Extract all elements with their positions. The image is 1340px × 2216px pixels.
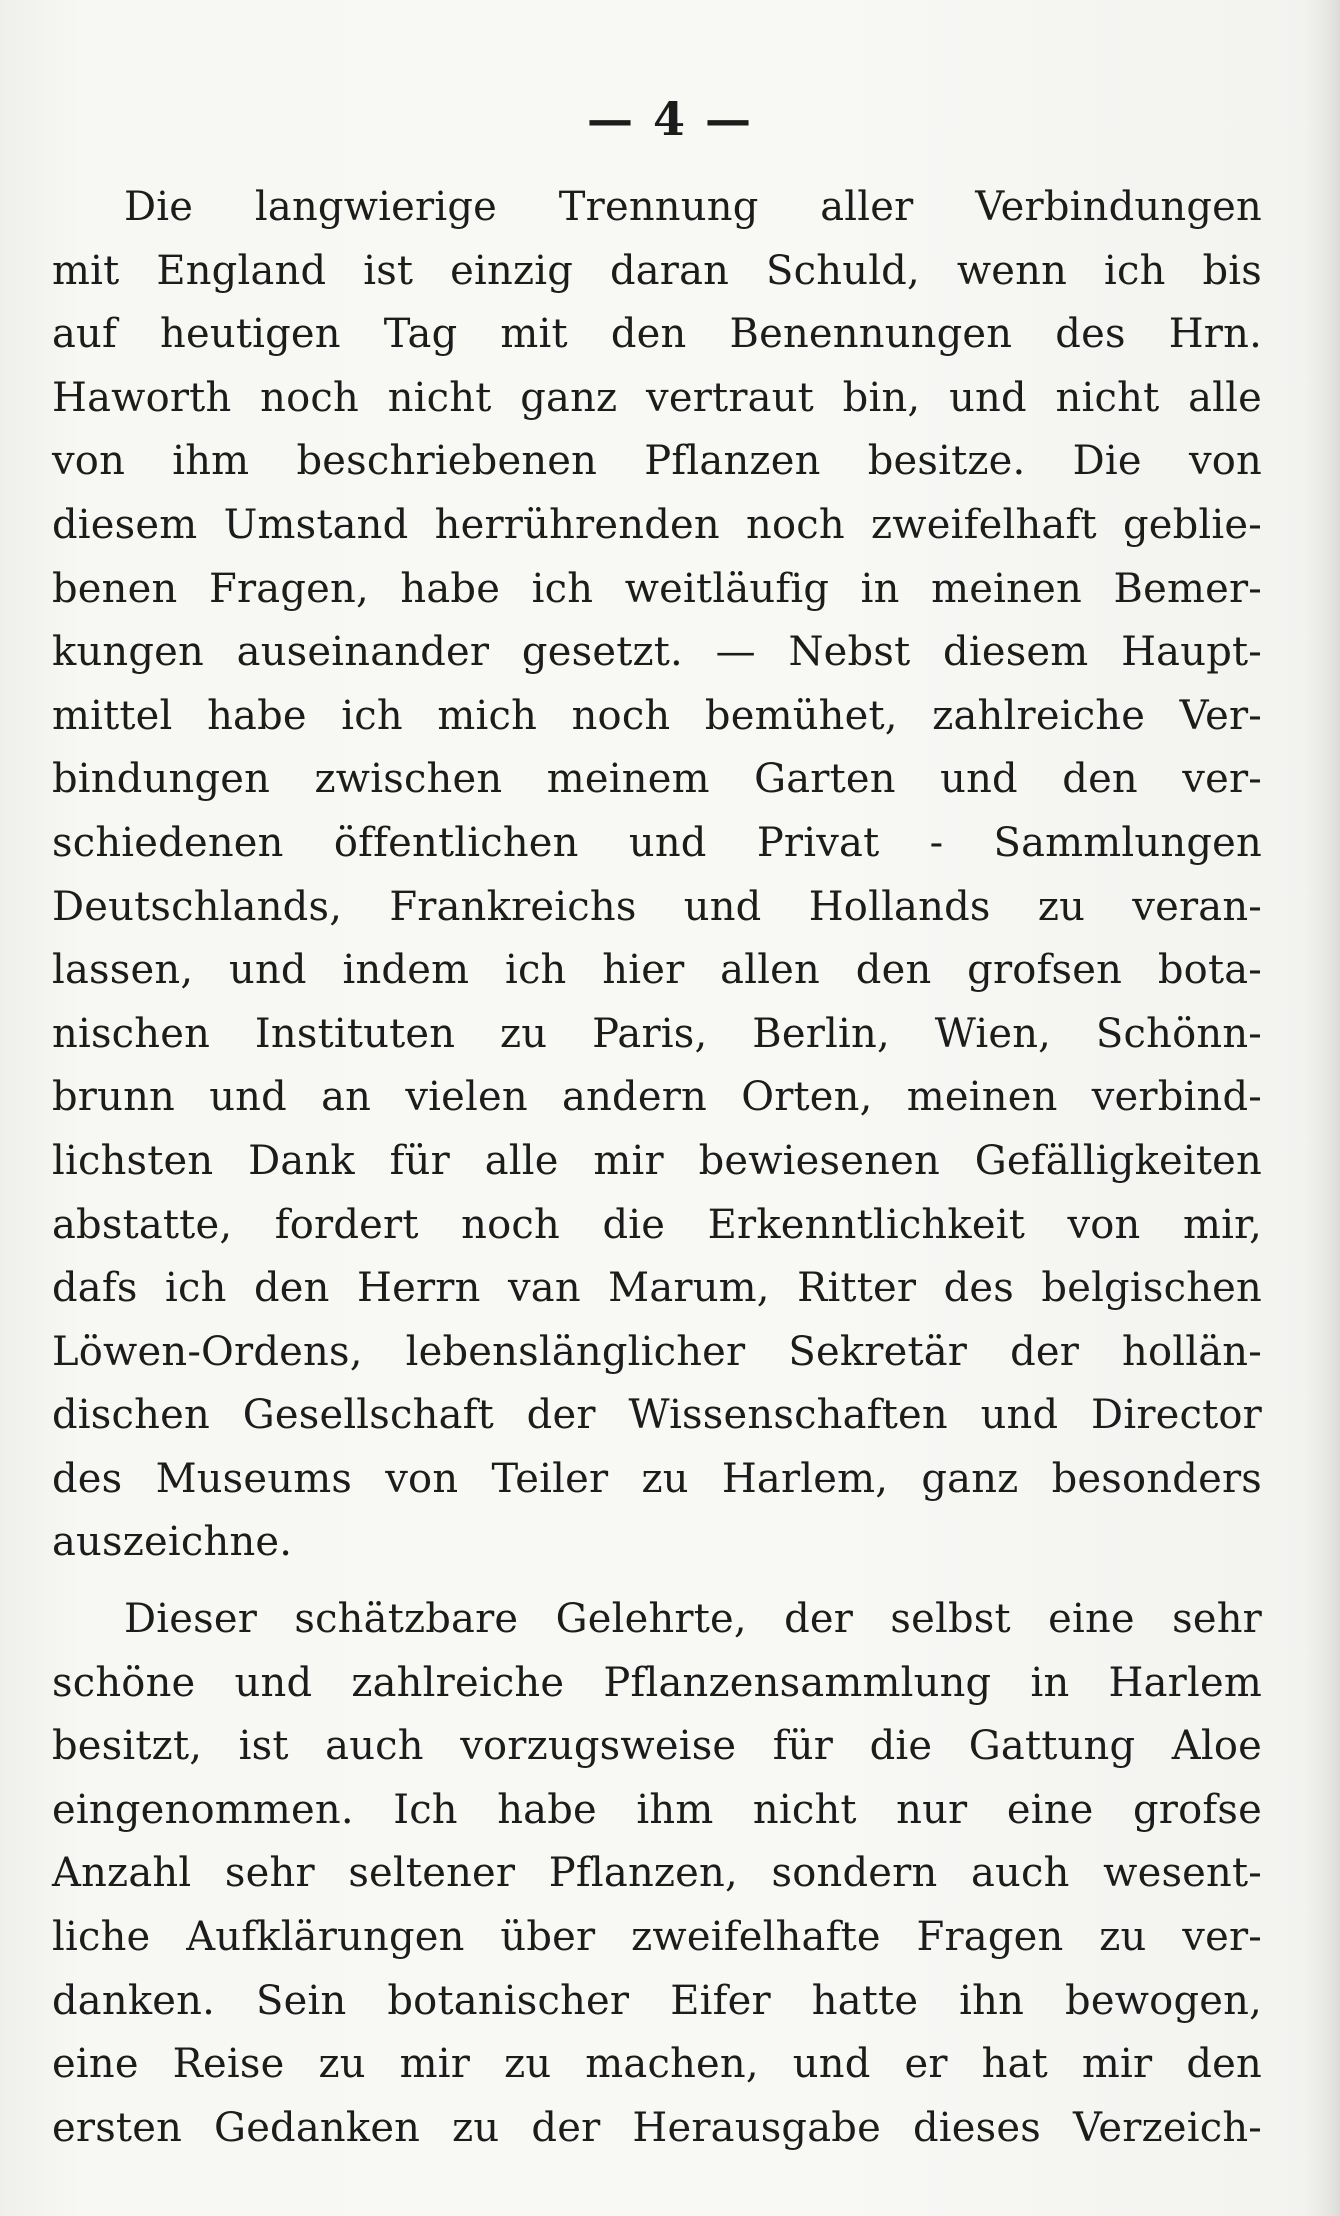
text-line: liche Aufklärungen über zweifelhafte Fragen zu ver- xyxy=(52,1913,1262,1960)
text-line: Dieser schätzbare Gelehrte, der selbst eine sehr xyxy=(124,1596,1262,1642)
text-line: Deutschlands, Frankreichs und Hollands zu veran- xyxy=(52,883,1262,930)
text-line: bindungen zwischen meinem Garten und den ver- xyxy=(52,756,1262,803)
text-line: benen Fragen, habe ich weitläufig in meinen Bemer- xyxy=(52,565,1262,612)
text-line: mittel habe ich mich noch bemühet, zahlreiche Ver- xyxy=(52,692,1262,739)
text-line: Die langwierige Trennung aller Verbindungen xyxy=(124,184,1262,230)
page-number: — 4 — xyxy=(586,92,754,146)
text-line: von ihm beschriebenen Pflanzen besitze. Die von xyxy=(52,438,1262,485)
text-line: lassen, und indem ich hier allen den grofsen bota- xyxy=(52,947,1262,994)
text-line: diesem Umstand herrührenden noch zweifelhaft geblie- xyxy=(52,501,1262,548)
text-line: Haworth noch nicht ganz vertraut bin, und nicht alle xyxy=(52,374,1262,421)
text-line: lichsten Dank für alle mir bewiesenen Gefälligkeiten xyxy=(52,1137,1262,1184)
text-line: danken. Sein botanischer Eifer hatte ihn bewogen, xyxy=(52,1977,1262,2024)
text-line: des Museums von Teiler zu Harlem, ganz besonders xyxy=(52,1455,1262,1502)
text-line: dafs ich den Herrn van Marum, Ritter des belgischen xyxy=(52,1265,1262,1312)
text-line: ersten Gedanken zu der Herausgabe dieses Verzeich- xyxy=(52,2104,1262,2151)
text-line: Löwen-Ordens, lebenslänglicher Sekretär der hollän- xyxy=(52,1328,1262,1375)
text-line: dischen Gesellschaft der Wissenschaften und Director xyxy=(52,1392,1262,1439)
text-line: brunn und an vielen andern Orten, meinen verbind- xyxy=(52,1074,1262,1121)
text-line: kungen auseinander gesetzt. — Nebst diesem Haupt- xyxy=(52,629,1262,676)
text-line: auszeichne. xyxy=(52,1519,293,1566)
paragraph-2 xyxy=(52,1588,1262,2160)
text-line: eingenommen. Ich habe ihm nicht nur eine grofse xyxy=(52,1786,1262,1833)
paragraph-1 xyxy=(52,176,1262,1575)
text-line: nischen Instituten zu Paris, Berlin, Wien, Schönn- xyxy=(52,1010,1262,1057)
page-edge-shadow xyxy=(1304,0,1340,2216)
text-line: auf heutigen Tag mit den Benennungen des Hrn. xyxy=(52,311,1262,358)
text-line: eine Reise zu mir zu machen, und er hat mir den xyxy=(52,2041,1262,2088)
text-line: besitzt, ist auch vorzugsweise für die Gattung Aloe xyxy=(52,1723,1262,1770)
text-line: schiedenen öffentlichen und Privat - Sammlungen xyxy=(52,819,1262,866)
text-line: abstatte, fordert noch die Erkenntlichkeit von mir, xyxy=(52,1201,1262,1248)
text-line: mit England ist einzig daran Schuld, wenn ich bis xyxy=(52,247,1262,294)
text-line: schöne und zahlreiche Pflanzensammlung in Harlem xyxy=(52,1659,1262,1706)
text-line: Anzahl sehr seltener Pflanzen, sondern auch wesent- xyxy=(52,1850,1262,1897)
